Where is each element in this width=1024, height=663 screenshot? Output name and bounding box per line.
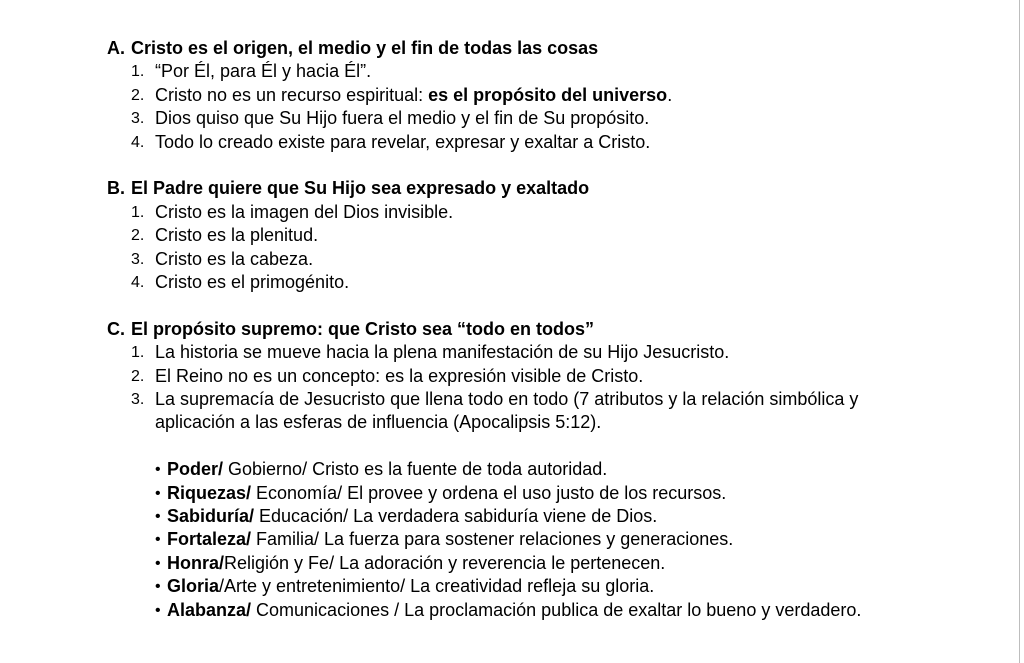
item-text: Todo lo creado existe para revelar, expresar y exaltar a Cristo. [155, 131, 651, 152]
item-number: 2. [131, 367, 145, 385]
item-text-emphasis: es el propósito del universo [428, 84, 668, 105]
item-text: Cristo es la cabeza. [155, 248, 314, 269]
list-item [107, 248, 922, 271]
item-number: 1. [131, 63, 145, 81]
bullet-term: Fortaleza/ [167, 529, 252, 550]
section-letter: A. [107, 38, 125, 58]
list-item [107, 224, 922, 247]
item-number: 3. [131, 250, 145, 268]
bullet-dot-icon: • [155, 601, 161, 619]
item-number: 4. [131, 133, 145, 151]
bullet-description: Educación/ La verdadera sabiduría viene de Dios. [254, 506, 658, 527]
item-text: La historia se mueve hacia la plena manifestación de su Hijo Jesucristo. [155, 342, 730, 363]
item-text: Cristo es la imagen del Dios invisible. [155, 201, 454, 222]
bullet-description: Familia/ La fuerza para sostener relaciones y generaciones. [251, 529, 734, 550]
bullet-dot-icon: • [155, 461, 161, 479]
item-text: Cristo es el primogénito. [155, 272, 350, 293]
section-title: El Padre quiere que Su Hijo sea expresado y exaltado [131, 178, 590, 199]
item-number: 3. [131, 391, 145, 409]
bullet-term: Poder/ [167, 459, 224, 480]
bullet-term: Gloria [167, 576, 220, 597]
bullet-item [155, 552, 922, 575]
bullet-term: Alabanza/ [167, 599, 252, 620]
bullet-item [155, 458, 922, 481]
section-c [107, 318, 922, 622]
bullet-item [155, 599, 922, 622]
item-number: 1. [131, 203, 145, 221]
bullet-dot-icon: • [155, 508, 161, 526]
bullet-item [155, 575, 922, 598]
bullet-text [167, 575, 922, 598]
item-number: 2. [131, 86, 145, 104]
section-letter: B. [107, 178, 125, 199]
item-number: 1. [131, 344, 145, 362]
item-text-part: . [667, 84, 673, 105]
section-b [107, 177, 922, 294]
bullet-text [167, 599, 922, 622]
item-text [155, 84, 922, 107]
section-letter: C. [107, 318, 125, 339]
bullet-term: Riquezas/ [167, 482, 252, 503]
item-text: Cristo es la plenitud. [155, 225, 319, 246]
section-b-heading [107, 177, 922, 200]
item-text-part: Cristo no es un recurso espiritual: [155, 84, 429, 105]
item-text: “Por Él, para Él y hacia Él”. [155, 61, 372, 82]
bullet-dot-icon: • [155, 554, 161, 572]
bullet-dot-icon: • [155, 531, 161, 549]
bullet-item [155, 505, 922, 528]
bullet-term: Sabiduría/ [167, 506, 255, 527]
list-item [107, 365, 922, 388]
bullet-item [155, 528, 922, 551]
section-title: Cristo es el origen, el medio y el fin de todas las cosas [131, 38, 599, 58]
list-item [107, 131, 922, 154]
bullet-description: Comunicaciones / La proclamación publica de exaltar lo bueno y verdadero. [251, 599, 862, 620]
bullet-item [155, 482, 922, 505]
item-text: La supremacía de Jesucristo que llena todo en todo (7 atributos y la relación simbólica y aplicación a las esferas de influencia (Apocalipsis 5:12). [155, 389, 859, 433]
list-item [107, 388, 922, 435]
list-item [107, 60, 922, 83]
bullet-text [167, 552, 922, 575]
bullet-description: Gobierno/ Cristo es la fuente de toda autoridad. [223, 459, 608, 480]
item-text: El Reino no es un concepto: es la expresión visible de Cristo. [155, 365, 644, 386]
list-item [107, 201, 922, 224]
bullet-description: Economía/ El provee y ordena el uso justo de los recursos. [251, 482, 727, 503]
bullet-description: /Arte y entretenimiento/ La creatividad refleja su gloria. [219, 576, 655, 597]
bullet-dot-icon: • [155, 578, 161, 596]
item-text: Dios quiso que Su Hijo fuera el medio y el fin de Su propósito. [155, 108, 650, 129]
list-item [107, 341, 922, 364]
bullet-text [167, 505, 922, 528]
item-number: 3. [131, 110, 145, 128]
bullet-dot-icon: • [155, 484, 161, 502]
bullet-text [167, 528, 922, 551]
section-title: El propósito supremo: que Cristo sea “todo en todos” [131, 318, 595, 339]
section-a [107, 37, 922, 154]
page-edge [1019, 0, 1020, 663]
list-item [107, 271, 922, 294]
item-number: 4. [131, 274, 145, 292]
list-item [107, 107, 922, 130]
bullet-text [167, 482, 922, 505]
document-body [107, 37, 922, 622]
bullet-term: Honra/ [167, 552, 225, 573]
spacer [107, 435, 922, 458]
section-a-heading [107, 37, 922, 60]
bullet-description: Religión y Fe/ La adoración y reverencia le pertenecen. [224, 552, 666, 573]
section-c-heading [107, 318, 922, 341]
list-item [107, 84, 922, 107]
attribute-bullet-list [155, 458, 922, 622]
item-number: 2. [131, 227, 145, 245]
bullet-text [167, 458, 922, 481]
